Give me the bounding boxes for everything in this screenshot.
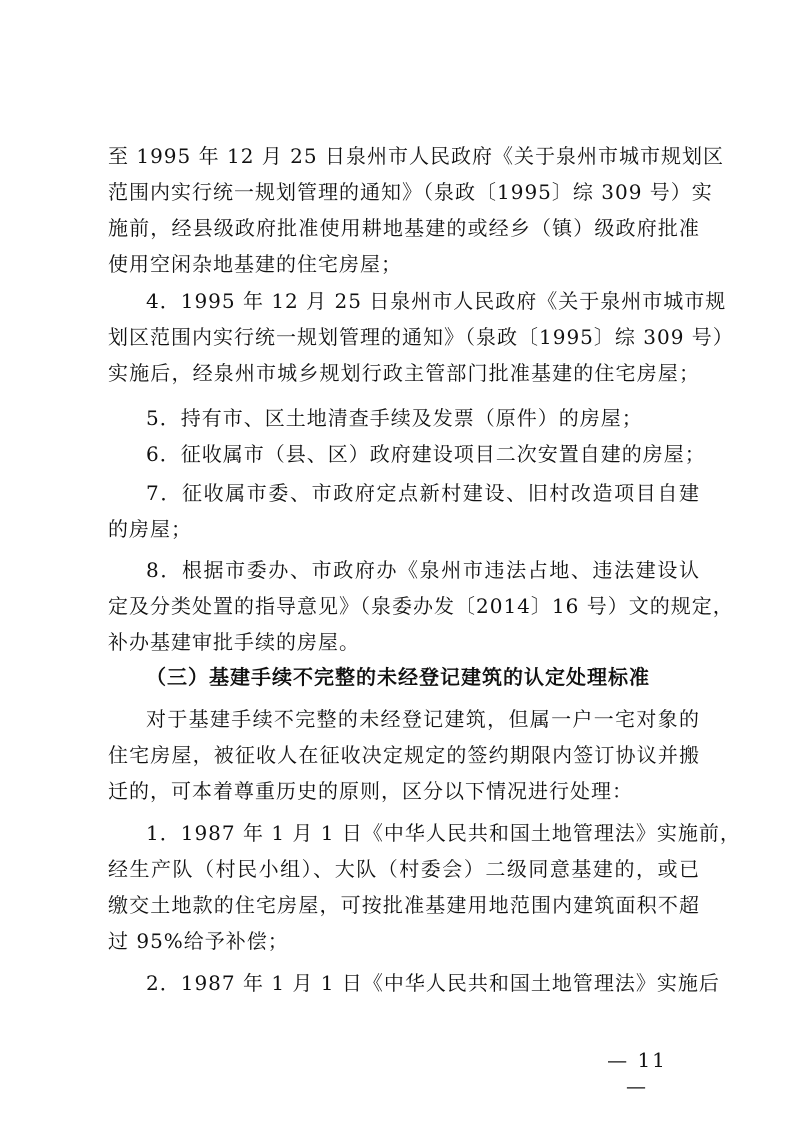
- text-line-23: 2．1987 年 1 月 1 日《中华人民共和国土地管理法》实施后: [146, 971, 720, 995]
- text-line-19: 1．1987 年 1 月 1 日《中华人民共和国土地管理法》实施前，: [146, 821, 741, 845]
- text-line-22: 过 95%给予补偿；: [108, 929, 289, 953]
- text-line-16: 对于基建手续不完整的未经登记建筑，但属一户一宅对象的: [146, 707, 700, 731]
- text-line-9: 6．征收属市（县、区）政府建设项目二次安置自建的房屋；: [146, 442, 706, 466]
- text-line-10: 7．征收属市委、市政府定点新村建设、旧村改造项目自建: [146, 481, 700, 505]
- text-line-8: 5．持有市、区土地清查手续及发票（原件）的房屋；: [146, 406, 643, 430]
- text-line-7: 实施后，经泉州市城乡规划行政主管部门批准基建的住宅房屋；: [108, 361, 700, 385]
- page-number: — 11 —: [607, 1048, 667, 1098]
- text-line-13: 定及分类处置的指导意见》（泉委办发〔2014〕16 号）文的规定，: [108, 594, 734, 618]
- text-line-1: 至 1995 年 12 月 25 日泉州市人民政府《关于泉州市城市规划区: [108, 144, 724, 168]
- text-line-20: 经生产队（村民小组）、大队（村委会）二级同意基建的，或已: [108, 857, 700, 881]
- section-heading: （三）基建手续不完整的未经登记建筑的认定处理标准: [146, 665, 650, 689]
- text-line-18: 迁的，可本着尊重历史的原则，区分以下情况进行处理：: [108, 779, 633, 803]
- text-line-14: 补办基建审批手续的房屋。: [108, 630, 360, 654]
- text-line-3: 施前，经县级政府批准使用耕地基建的或经乡（镇）级政府批准: [108, 216, 700, 240]
- text-line-12: 8．根据市委办、市政府办《泉州市违法占地、违法建设认: [146, 558, 700, 582]
- text-line-21: 缴交土地款的住宅房屋，可按批准基建用地范围内建筑面积不超: [108, 893, 700, 917]
- text-line-6: 划区范围内实行统一规划管理的通知》（泉政〔1995〕综 309 号）: [108, 325, 734, 349]
- text-line-2: 范围内实行统一规划管理的通知》（泉政〔1995〕综 309 号）实: [108, 180, 713, 204]
- text-line-4: 使用空闲杂地基建的住宅房屋；: [108, 252, 402, 276]
- text-line-17: 住宅房屋，被征收人在征收决定规定的签约期限内签订协议并搬: [108, 743, 700, 767]
- text-line-5: 4．1995 年 12 月 25 日泉州市人民政府《关于泉州市城市规: [146, 289, 727, 313]
- text-line-11: 的房屋；: [108, 517, 192, 541]
